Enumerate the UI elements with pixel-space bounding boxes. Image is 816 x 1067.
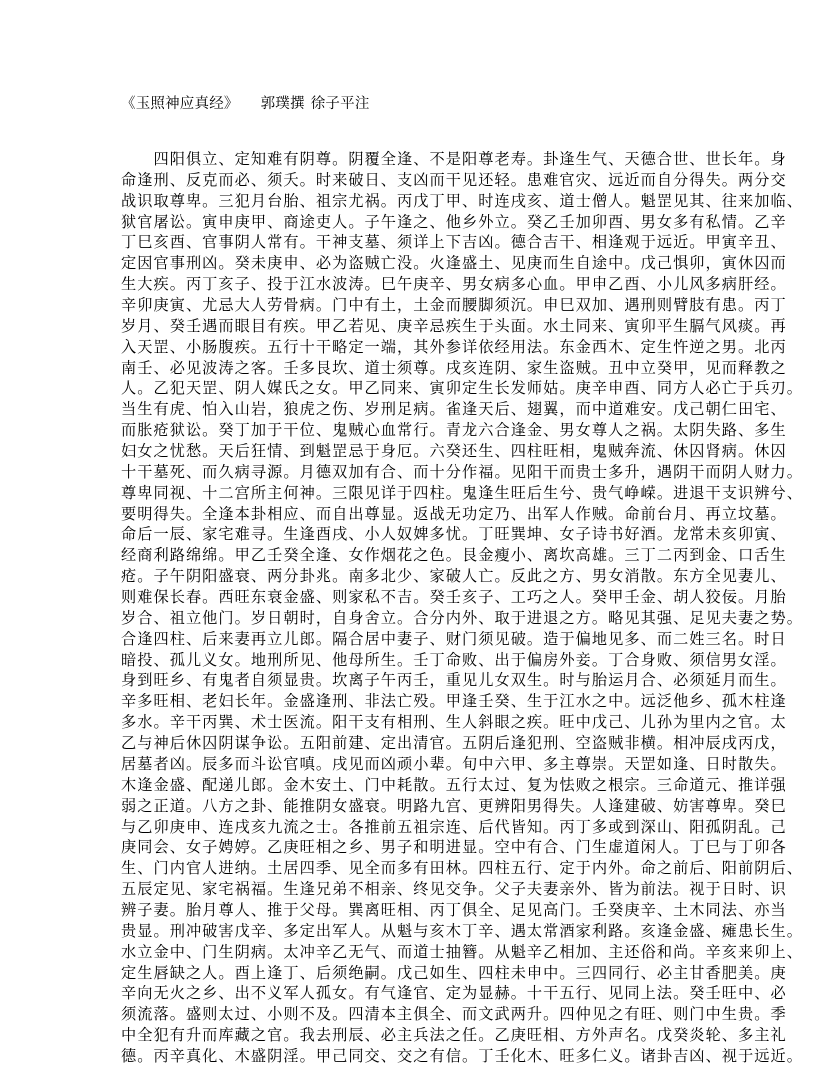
text-line: 当生有虎、怕入山岩，狼虎之伤、岁刑足病。雀逢天后、翅翼，而中道难安。戊己朝仁田宅、 (121, 400, 787, 419)
text-line: 人。乙犯天罡、阴人媒氏之女。甲乙同来、寅卯定生长发师姑。庚辛申酉、同方人必亡于兵刃。 (121, 379, 803, 398)
text-line: 生、门内官人进纳。土居四季、见全而多有田林。四柱五行、定于内外。命之前后、阳前阴后、 (121, 859, 803, 878)
text-line: 则难保长春。西旺东衰金盛、则家私不吉。癸壬亥子、工巧之人。癸甲壬金、胡人狡佞。月胎 (121, 588, 787, 607)
text-line: 疮。子午阴阳盛衰、两分卦兆。南多北少、家破人亡。反此之方、男女消散。东方全见妻儿、 (121, 567, 787, 586)
text-line: 居墓者凶。辰多而斗讼官嗔。戌见而凶顽小辈。旬中六甲、多主尊崇。天罡如逢、日时散失。 (121, 754, 787, 773)
text-line: 命后一辰、家宅难寻。生逢酉戌、小人奴婢多忧。丁旺巽坤、女子诗书好酒。龙常未亥卯寅、 (121, 525, 787, 544)
text-line: 暗投、孤儿义女。地刑所见、他母所生。壬丁命败、出于偏房外妾。丁合身败、须信男女淫。 (121, 650, 787, 669)
text-line: 中全犯有升而库藏之官。我去刑辰、必主兵法之任。乙庚旺相、方外声名。戊癸炎轮、多主礼 (121, 1026, 787, 1045)
text-line: 狱官屠讼。寅申庚甲、商途吏人。子午逢之、他乡外立。癸乙壬加卯酉、男女多有私情。乙辛 (121, 212, 787, 231)
text-line: 乙与神后休囚阴谋争讼。五阳前建、定出清官。五阴后逢犯刑、空盗贼非横。相冲辰戌丙戊， (121, 734, 787, 753)
text-line: 战识取尊卑。三犯月台胎、祖宗尤祸。丙戊丁甲、时连戌亥、道士僧人。魁罡见其、往来加临、 (121, 191, 803, 210)
text-line: 生大疾。丙丁亥子、投于江水波涛。巳午庚辛、男女病多心血。甲申乙酉、小儿风多病肝经。 (121, 275, 787, 294)
text-line: 定因官事刑凶。癸未庚申、必为盗贼亡没。火逢盛土、见庚而生自途中。戊己惧卯，寅休囚而 (121, 254, 787, 273)
text-line: 经商利路绵绵。甲乙壬癸全逢、女作烟花之色。艮金瘦小、离坎高雄。三丁二丙到金、口舌生 (121, 546, 787, 565)
text-line: 南壬、必见波涛之客。壬多艮坎、道士须尊。戌亥连阴、家生盗贼。丑中立癸甲，见而释教之 (121, 358, 787, 377)
book-title: 《玉照神应真经》 (121, 96, 239, 112)
text-line: 五辰定见、家宅祸福。生逢兄弟不相亲、终见交争。父子夫妻亲外、皆为前法。视于日时、识 (121, 880, 787, 899)
text-line: 合逢四柱、后来妻再立儿郎。隔合居中妻子、财门须见破。造于偏地见多、而二姓三名。时日 (121, 629, 787, 648)
text-line: 贵显。刑冲破害戊辛、多定出军人。从魁与亥木丁辛、遇太常酒家利路。亥逢金盛、瘫患长生。 (121, 921, 803, 940)
text-line: 定生唇缺之人。酉上逢丁、后须绝嗣。戊己如生、四柱未申中。三四同行、必主甘香肥美。庚 (121, 963, 787, 982)
body-paragraph (121, 149, 803, 1067)
text-line: 辛多旺相、老妇长年。金盛逢刑、非法亡殁。甲逢壬癸、生于江水之中。远泛他乡、孤木柱逢 (121, 692, 787, 711)
text-line: 多水。辛干丙巽、术士医流。阳干支有相刑、生人斜眼之疾。旺中戊己、儿孙为里内之官。太 (121, 713, 787, 732)
text-line: 弱之正道。八方之卦、能推阴女盛衰。明路九宫、更辨阳男得失。人逢建破、妨害尊卑。癸巳 (121, 796, 787, 815)
text-line: 岁合、祖立他门。岁日朝时，自身舍立。合分内外、取于进退之方。略见其强、足见夫妻之势。 (121, 608, 803, 627)
text-line: 木逢金盛、配递儿郎。金木安土、门中耗散。五行太过、复为怯败之根宗。三命道元、推详强 (121, 775, 787, 794)
text-line: 身到旺乡、有鬼者自须显贵。坎离子午丙壬，重见儿女双生。时与胎运月合、必须延月而生。 (121, 671, 787, 690)
author-credit: 郭璞撰 (260, 96, 305, 112)
text-line: 须流落。盛则太过、小则不及。四清本主俱全、而文武两升。四仲见之有旺、则门中生贵。季 (121, 1005, 787, 1024)
text-line: 而胀疮狱讼。癸丁加于干位、鬼贼心血常行。青龙六合逢金、男女尊人之祸。太阴失路、多生 (121, 421, 787, 440)
text-line: 庚同会、女子娉婷。乙庚旺相之乡、男子和明进显。空中有合、门生虚道闲人。丁巳与丁卯各 (121, 838, 787, 857)
annotator-credit: 徐子平注 (310, 96, 370, 112)
text-line: 十干墓死、而久病寻源。月德双加有合、而十分作福。见阳干而贵士多升，遇阴干而阴人财力。 (121, 462, 803, 481)
text-line: 德。丙辛真化、木盛阴淫。甲己同交、交之有信。丁壬化木、旺多仁义。诸卦吉凶、视于远近。 (121, 1046, 803, 1065)
text-line: 水立金中、门生阴病。太冲辛乙无气、而道士抽簪。从魁辛乙相加、主还俗和尚。辛亥来卯上、 (121, 942, 803, 961)
text-line: 妇女之忧愁。天后狂情、到魁罡忌于身厄。六癸还生、四柱旺相，鬼贼奔流、休囚肾病。休囚 (121, 442, 787, 461)
text-line: 命逢刑、反克而必、须夭。时来破日、支凶而干见还轻。患难官灾、远近而自分得失。两分交 (121, 170, 787, 189)
text-line: 尊卑同视、十二宫所主何神。三限见详于四柱。鬼逢生旺后生兮、贵气峥嵘。进退干支识辨兮、 (121, 483, 803, 502)
document-heading (121, 95, 370, 113)
text-line: 岁月、癸壬遇而眼目有疾。甲乙若见、庚辛忌疾生于头面。水土同来、寅卯平生膈气风痰。再 (121, 316, 787, 335)
text-line: 辨子妻。胎月尊人、推于父母。巽离旺相、丙丁俱全、足见高门。壬癸庚辛、土木同法、亦当 (121, 900, 787, 919)
text-line: 辛卯庚寅、尤忌大人劳骨病。门中有土，土金而腰脚须沉。申巳双加、遇刑则臂肢有患。丙丁 (121, 296, 787, 315)
text-line: 丁巳亥酉、官事阴人常有。干神支墓、须详上下吉凶。德合吉干、相逢观于远近。甲寅辛丑、 (121, 233, 787, 252)
text-line: 四阳俱立、定知难有阴尊。阴覆全逢、不是阳尊老寿。卦逢生气、天德合世、世长年。身 (121, 150, 787, 168)
text-line: 入天罡、小肠腹疾。五行十干略定一端，其外参详依经用法。东金西木、定生忤逆之男。北丙 (121, 337, 787, 356)
text-line: 辛向无火之乡、出不义军人孤女。有气逢官、定为显赫。十干五行、见同上法。癸壬旺中、必 (121, 984, 787, 1003)
text-line: 与乙卯庚申、连戌亥九流之士。各推前五祖宗连、后代皆知。丙丁多或到深山、阳孤阴乱。己 (121, 817, 787, 836)
text-line: 要明得失。全逢本卦相应、而自出尊显。返战无功定乃、出军人作贼。命前台月、再立坟墓。 (121, 504, 787, 523)
